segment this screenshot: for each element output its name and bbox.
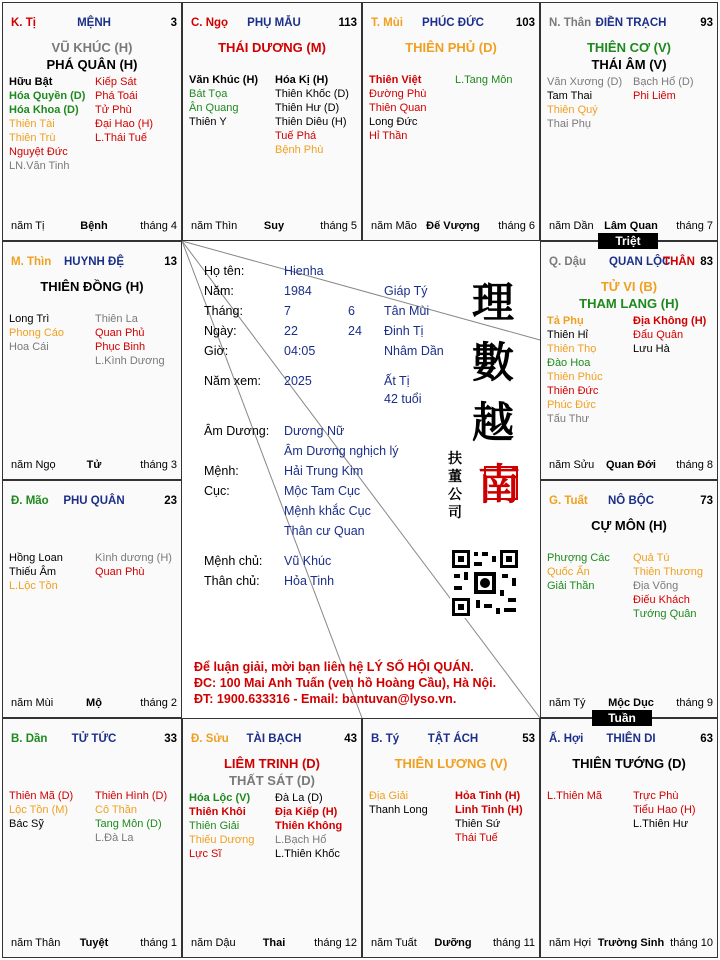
palace-footer (11, 937, 177, 951)
minor-star: Thiên Không (275, 820, 343, 832)
palace-name: PHÚC ĐỨC (422, 17, 484, 29)
palace-header (11, 17, 177, 31)
minor-star: Văn Xương (D) (547, 76, 623, 88)
minor-star: L.Thiên Khốc (275, 848, 340, 860)
star-column-right (633, 789, 696, 831)
thang-value: 7 (284, 304, 291, 318)
minor-star: L.Kình Dương (95, 355, 165, 367)
palace-header (191, 733, 357, 747)
star-column-left (369, 789, 428, 817)
star-column-left (9, 551, 63, 593)
minor-star: Thiên Việt (369, 74, 422, 86)
palace-truong-sinh: Dưỡng (434, 937, 472, 949)
minor-star: Hóa Kị (H) (275, 74, 329, 86)
seal-char: 司 (448, 505, 462, 521)
minor-star: Đào Hoa (547, 357, 591, 369)
palace-truong-sinh: Tuyệt (79, 937, 109, 949)
gio-can-chi: Nhâm Dần (384, 344, 444, 358)
palace-name: THIÊN DI (606, 733, 656, 745)
palace-header (191, 17, 357, 31)
star-column-left (547, 789, 602, 803)
menh-label: Mệnh: (204, 464, 239, 478)
calligraphy-char-1: 理 (472, 278, 515, 327)
thang-label: Tháng: (204, 304, 243, 318)
main-star: THÁI ÂM (V) (591, 57, 667, 72)
palace-8[interactable] (2, 718, 182, 958)
palace-footer (191, 220, 357, 234)
contact-line-3: ĐT: 1900.633316 - Email: bantuvan@lyso.vn. (194, 692, 457, 706)
minor-star: Phi Liêm (633, 90, 676, 102)
ho-ten-label: Họ tên: (204, 264, 245, 278)
star-column-right (275, 73, 349, 157)
menh-chu-label: Mệnh chủ: (204, 554, 263, 568)
palace-header (11, 733, 177, 747)
palace-month: tháng 7 (676, 220, 713, 232)
minor-star: Kiếp Sát (95, 76, 137, 88)
triet-tag: Triệt (598, 233, 658, 249)
palace-month: tháng 1 (140, 937, 177, 949)
palace-truong-sinh: Bệnh (80, 220, 108, 232)
than-chu-value: Hỏa Tinh (284, 574, 335, 588)
minor-star: Bác Sỹ (9, 818, 44, 830)
minor-star: Thiên Trù (9, 132, 56, 144)
palace-age: 43 (344, 733, 357, 745)
tuoi-value: 42 tuổi (384, 392, 422, 406)
nam-can-chi: Giáp Tý (384, 284, 428, 298)
minor-star: Nguyệt Đức (9, 146, 68, 158)
palace-1[interactable] (182, 2, 362, 241)
minor-star: Thiên Thọ (547, 343, 597, 355)
calligraphy-char-2: 數 (472, 338, 515, 387)
main-star: TỬ VI (B) (600, 279, 658, 294)
palace-year: năm Mùi (11, 697, 54, 709)
palace-footer (549, 220, 713, 234)
minor-star: Lộc Tồn (M) (9, 804, 69, 816)
palace-age: 73 (700, 495, 713, 507)
tuan-tag: Tuần (592, 710, 652, 726)
palace-branch: C. Ngọ (191, 17, 229, 29)
palace-header (549, 17, 713, 31)
minor-star: Thanh Long (369, 804, 428, 816)
palace-branch: M. Thìn (11, 256, 52, 268)
minor-star: Lưu Hà (633, 343, 670, 355)
palace-3[interactable] (540, 2, 718, 241)
palace-branch: B. Tý (371, 733, 400, 745)
seal-char: 董 (448, 469, 462, 485)
palace-footer (11, 220, 177, 234)
palace-name: NÔ BỘC (608, 495, 654, 507)
minor-star: Thiên Đức (547, 385, 599, 397)
star-column-right (633, 551, 703, 621)
minor-star: L.Đà La (95, 832, 134, 844)
than-chu-label: Thân chủ: (204, 574, 260, 588)
star-column-right (633, 75, 694, 103)
palace-month: tháng 10 (670, 937, 713, 949)
palace-month: tháng 2 (140, 697, 177, 709)
palace-branch: K. Tị (11, 17, 36, 29)
minor-star: Phục Binh (95, 341, 146, 353)
minor-star: Quả Tú (633, 552, 670, 564)
minor-star: Đại Hao (H) (95, 118, 154, 130)
star-column-right (95, 789, 167, 845)
palace-age: 33 (164, 733, 177, 745)
minor-star: Địa Võng (633, 580, 679, 592)
palace-name: PHU QUÂN (63, 495, 125, 507)
palace-header (11, 495, 177, 509)
palace-month: tháng 9 (676, 697, 713, 709)
minor-star: Ân Quang (189, 102, 239, 114)
minor-star: Tiểu Hao (H) (633, 804, 696, 816)
main-star: THẤT SÁT (D) (229, 773, 315, 788)
star-column-left (9, 789, 73, 831)
minor-star: Lực Sĩ (189, 848, 222, 860)
minor-star: Tấu Thư (547, 413, 590, 425)
main-star: THIÊN TƯỚNG (D) (572, 756, 686, 771)
gio-value: 04:05 (284, 344, 316, 358)
palace-header (11, 256, 177, 270)
minor-star: Đà La (D) (275, 792, 323, 804)
minor-star: L.Thái Tuế (95, 132, 147, 144)
main-star: THIÊN CƠ (V) (586, 40, 672, 55)
palace-age: 83 (700, 256, 713, 268)
star-column-right (95, 312, 165, 368)
ngay-value: 22 (284, 324, 298, 338)
star-column-left (547, 75, 622, 131)
minor-star: Hóa Lộc (V) (189, 792, 251, 804)
ho-ten-value: Hienha (284, 264, 324, 278)
palace-header (371, 17, 535, 31)
minor-star: Quan Phủ (95, 327, 145, 339)
cuc-note: Mệnh khắc Cục (284, 504, 371, 518)
minor-star: Phượng Các (547, 552, 610, 564)
main-star: LIÊM TRINH (D) (223, 756, 321, 771)
palace-age: 113 (338, 17, 357, 29)
minor-star: Bệnh Phù (275, 144, 324, 156)
palace-name: HUYNH ĐỆ (63, 256, 125, 268)
minor-star: Hỉ Thần (369, 130, 408, 142)
minor-star: Thiên Khôi (189, 806, 246, 818)
minor-star: Thiên Diêu (H) (275, 116, 347, 128)
star-column-right (95, 551, 172, 579)
minor-star: Thiên Sứ (455, 818, 501, 830)
palace-month: tháng 12 (314, 937, 357, 949)
than-marker: THÂN (663, 256, 695, 268)
minor-star: Đường Phù (369, 88, 427, 100)
minor-star: Thiên La (95, 313, 138, 325)
palace-10[interactable] (362, 718, 540, 958)
minor-star: Thiên Giải (189, 820, 240, 832)
qr-code-icon[interactable] (450, 548, 520, 618)
palace-11[interactable] (540, 718, 718, 958)
minor-star: Bạch Hổ (D) (633, 76, 694, 88)
main-star: THIÊN LƯƠNG (V) (394, 756, 508, 771)
palace-footer (371, 220, 535, 234)
palace-header (549, 495, 713, 509)
am-duong-value: Dương Nữ (284, 424, 345, 438)
calligraphy-char-3: 越 (472, 398, 515, 447)
minor-star: Tam Thai (547, 90, 593, 102)
palace-year: năm Tuất (371, 937, 417, 949)
palace-age: 93 (700, 17, 713, 29)
main-star: THAM LANG (H) (579, 296, 679, 311)
palace-age: 53 (522, 733, 535, 745)
seal-small-text (448, 450, 464, 522)
main-star: THIÊN ĐỒNG (H) (40, 279, 144, 294)
palace-branch: Đ. Sửu (191, 733, 229, 745)
minor-star: Giải Thần (547, 580, 595, 592)
minor-star: Thiên Phúc (547, 371, 603, 383)
minor-star: Thiên Hình (D) (95, 790, 168, 802)
palace-2[interactable] (362, 2, 540, 241)
palace-truong-sinh: Mộ (86, 697, 102, 709)
palace-year: năm Thân (11, 937, 61, 949)
palace-month: tháng 5 (320, 220, 357, 232)
main-star: THÁI DƯƠNG (M) (218, 40, 326, 55)
thang-am-value: 6 (348, 304, 355, 318)
palace-name: TỬ TỨC (71, 733, 117, 745)
contact-line-1: Để luận giải, mời bạn liên hệ LÝ SỐ HỘI QUÁN. (194, 660, 474, 674)
palace-truong-sinh: Tử (86, 459, 102, 471)
star-column-left (369, 73, 426, 143)
minor-star: Quốc Ấn (547, 566, 590, 578)
main-star: THIÊN PHỦ (D) (405, 40, 497, 55)
star-column-left (9, 75, 85, 173)
minor-star: Thái Tuế (455, 832, 498, 844)
minor-star: Điếu Khách (633, 594, 690, 606)
palace-year: năm Tý (549, 697, 586, 709)
minor-star: Thiên Hỉ (547, 329, 588, 341)
palace-footer (549, 937, 713, 951)
palace-7[interactable] (540, 480, 718, 718)
star-column-left (189, 791, 254, 861)
palace-truong-sinh: Trường Sinh (597, 937, 665, 949)
minor-star: Thiên Y (189, 116, 227, 128)
cuc-label: Cục: (204, 484, 230, 498)
minor-star: Thiên Quan (369, 102, 427, 114)
star-column-left (9, 312, 64, 354)
minor-star: Long Đức (369, 116, 418, 128)
palace-year: năm Ngọ (11, 459, 56, 471)
palace-year: năm Dậu (191, 937, 236, 949)
minor-star: L.Lộc Tồn (9, 580, 58, 592)
palace-name: PHỤ MẪU (247, 17, 301, 29)
minor-star: Tả Phụ (547, 315, 584, 327)
palace-5[interactable] (540, 241, 718, 480)
minor-star: Hỏa Tinh (H) (455, 790, 521, 802)
star-column-right (633, 314, 706, 356)
minor-star: Phúc Đức (547, 399, 596, 411)
star-column-right (455, 73, 512, 87)
minor-star: Kình dương (H) (95, 552, 172, 564)
palace-footer (549, 459, 713, 473)
palace-footer (191, 937, 357, 951)
than-cu-note: Thân cư Quan (284, 524, 365, 538)
star-column-left (189, 73, 258, 129)
red-seal (484, 466, 518, 500)
minor-star: Thiên Mã (D) (9, 790, 74, 802)
minor-star: Địa Không (H) (633, 315, 707, 327)
palace-month: tháng 3 (140, 459, 177, 471)
minor-star: Hoa Cái (9, 341, 49, 353)
main-star: VŨ KHÚC (H) (51, 40, 133, 55)
palace-footer (549, 697, 713, 711)
minor-star: Hữu Bật (9, 76, 53, 88)
palace-name: TẬT ÁCH (427, 733, 479, 745)
palace-footer (11, 459, 177, 473)
palace-9[interactable] (182, 718, 362, 958)
palace-name: MỆNH (77, 17, 111, 29)
palace-truong-sinh: Mộc Dục (608, 697, 654, 709)
palace-name: ĐIỀN TRẠCH (595, 17, 667, 29)
palace-year: năm Mão (371, 220, 417, 232)
star-column-right (275, 791, 342, 861)
ngay-can-chi: Đinh Tị (384, 324, 424, 338)
minor-star: Linh Tinh (H) (455, 804, 523, 816)
minor-star: Tuế Phá (275, 130, 317, 142)
minor-star: Văn Khúc (H) (189, 74, 259, 86)
minor-star: L.Tang Môn (455, 74, 513, 86)
palace-age: 13 (164, 256, 177, 268)
palace-year: năm Tị (11, 220, 45, 232)
minor-star: L.Thiên Mã (547, 790, 603, 802)
minor-star: L.Thiên Hư (633, 818, 689, 830)
palace-header (549, 256, 713, 270)
palace-header (371, 733, 535, 747)
minor-star: Thiên Khốc (D) (275, 88, 349, 100)
main-star: PHÁ QUÂN (H) (46, 57, 138, 72)
palace-truong-sinh: Suy (263, 220, 285, 232)
palace-month: tháng 4 (140, 220, 177, 232)
minor-star: Tử Phù (95, 104, 132, 116)
contact-line-2: ĐC: 100 Mai Anh Tuấn (ven hồ Hoàng Cầu), Hà Nội. (194, 676, 497, 690)
palace-truong-sinh: Lâm Quan (604, 220, 658, 232)
palace-truong-sinh: Đế Vượng (426, 220, 480, 232)
palace-month: tháng 6 (498, 220, 535, 232)
palace-year: năm Sửu (549, 459, 595, 471)
palace-branch: Ấ. Hợi (549, 733, 584, 745)
star-column-left (547, 314, 603, 426)
minor-star: Thiên Tài (9, 118, 55, 130)
palace-header (549, 733, 713, 747)
minor-star: Thai Phụ (547, 118, 592, 130)
minor-star: Thiên Quý (547, 104, 598, 116)
palace-month: tháng 11 (492, 937, 535, 949)
thang-can-chi: Tân Mùi (384, 304, 430, 318)
minor-star: Long Trì (9, 313, 50, 325)
palace-month: tháng 8 (676, 459, 713, 471)
palace-branch: T. Mùi (371, 17, 403, 29)
nam-value: 1984 (284, 284, 312, 298)
calligraphy-char-4: 南 (478, 460, 521, 509)
minor-star: L.Bạch Hổ (275, 834, 327, 846)
minor-star: Quan Phù (95, 566, 145, 578)
star-column-right (455, 789, 523, 845)
am-duong-label: Âm Dương: (204, 424, 270, 438)
main-star: CỰ MÔN (H) (591, 518, 667, 533)
minor-star: Hóa Khoa (D) (9, 104, 79, 116)
minor-star: Bát Tọa (189, 88, 228, 100)
palace-age: 3 (170, 17, 177, 29)
palace-6[interactable] (2, 480, 182, 718)
am-duong-note: Âm Dương nghịch lý (284, 444, 399, 458)
minor-star: Cô Thần (95, 804, 137, 816)
palace-age: 23 (164, 495, 177, 507)
nam-xem-label: Năm xem: (204, 374, 261, 388)
minor-star: LN.Văn Tinh (9, 160, 70, 172)
minor-star: Địa Kiếp (H) (275, 806, 338, 818)
minor-star: Tướng Quân (633, 608, 697, 620)
menh-chu-value: Vũ Khúc (284, 554, 332, 568)
ngay-am-value: 24 (348, 324, 362, 338)
palace-age: 63 (700, 733, 713, 745)
palace-branch: Q. Dậu (549, 256, 587, 268)
minor-star: Hồng Loan (9, 552, 63, 564)
cuc-value: Mộc Tam Cục (284, 484, 361, 498)
gio-label: Giờ: (204, 344, 229, 358)
palace-name: QUAN LỘC (609, 256, 671, 268)
palace-age: 103 (515, 17, 535, 29)
minor-star: Thiên Hư (D) (275, 102, 340, 114)
center-info-panel (182, 240, 540, 718)
menh-value: Hải Trung Kim (284, 464, 364, 478)
nam-xem-value: 2025 (284, 374, 312, 388)
palace-year: năm Hợi (549, 937, 592, 949)
minor-star: Thiếu Dương (189, 834, 255, 846)
seal-char: 公 (448, 487, 462, 503)
palace-branch: B. Dần (11, 733, 48, 745)
palace-footer (11, 697, 177, 711)
palace-branch: Đ. Mão (11, 495, 49, 507)
star-column-right (95, 75, 153, 145)
minor-star: Phá Toái (95, 90, 138, 102)
minor-star: Địa Giải (369, 790, 409, 802)
minor-star: Thiên Thương (633, 566, 704, 578)
minor-star: Tang Môn (D) (95, 818, 162, 830)
ngay-label: Ngày: (204, 324, 237, 338)
minor-star: Phong Cáo (9, 327, 65, 339)
minor-star: Thiếu Âm (9, 566, 57, 578)
palace-year: năm Thìn (191, 220, 238, 232)
minor-star: Đẩu Quân (633, 329, 684, 341)
palace-footer (371, 937, 535, 951)
palace-0[interactable] (2, 2, 182, 241)
palace-branch: G. Tuất (549, 495, 588, 507)
star-column-left (547, 551, 610, 593)
minor-star: Hóa Quyền (D) (9, 90, 86, 102)
palace-year: năm Dần (549, 220, 594, 232)
palace-truong-sinh: Thai (262, 937, 286, 949)
minor-star: Trực Phù (633, 790, 679, 802)
nam-xem-can-chi: Ất Tị (384, 374, 410, 388)
seal-char: 扶 (448, 451, 462, 467)
palace-truong-sinh: Quan Đới (606, 459, 656, 471)
palace-name: TÀI BẠCH (246, 733, 302, 745)
palace-4[interactable] (2, 241, 182, 480)
nam-label: Năm: (204, 284, 234, 298)
palace-branch: N. Thân (549, 17, 592, 29)
